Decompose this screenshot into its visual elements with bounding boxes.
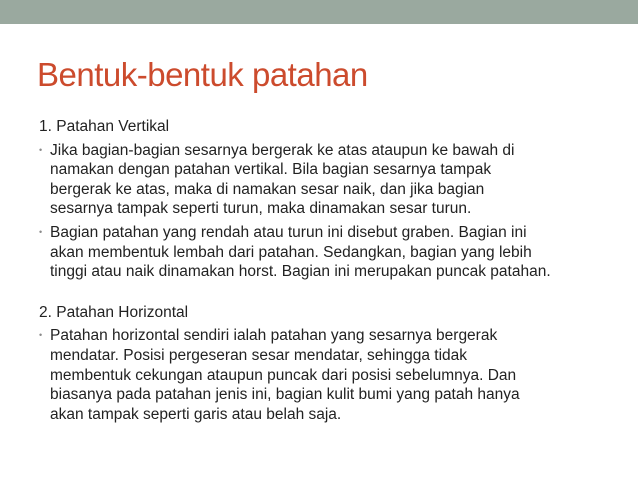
bullet-item: [39, 223, 609, 282]
slide-content: [39, 117, 609, 424]
section-patahan-vertikal: [39, 117, 609, 282]
bullet-icon: •: [39, 330, 43, 341]
bullet-line: Jika bagian-bagian sesarnya bergerak ke atas ataupun ke bawah di: [50, 141, 515, 159]
bullet-line: tinggi atau naik dinamakan horst. Bagian ini merupakan puncak patahan.: [50, 263, 551, 281]
bullet-item: [39, 141, 609, 219]
bullet-line: akan tampak seperti garis atau belah saja.: [50, 405, 342, 423]
bullet-icon: •: [39, 144, 43, 155]
top-accent-bar: [0, 0, 638, 24]
bullet-line: akan membentuk lembah dari patahan. Sedangkan, bagian yang lebih: [50, 243, 532, 261]
bullet-text: [50, 141, 609, 219]
bullet-line: sesarnya tampak seperti turun, maka dinamakan sesar turun.: [50, 200, 472, 218]
bullet-line: biasanya pada patahan jenis ini, bagian kulit bumi yang patah hanya: [50, 386, 520, 404]
slide-title: Bentuk-bentuk patahan: [37, 56, 368, 93]
bullet-icon: •: [39, 226, 43, 237]
bullet-line: namakan dengan patahan vertikal. Bila bagian sesarnya tampak: [50, 161, 492, 179]
section-heading: 1. Patahan Vertikal: [39, 118, 170, 135]
bullet-line: membentuk cekungan ataupun puncak dari posisi sebelumnya. Dan: [50, 366, 517, 384]
section-heading: 2. Patahan Horizontal: [39, 303, 189, 321]
bullet-line: Patahan horizontal sendiri ialah patahan yang sesarnya bergerak: [50, 327, 498, 345]
bullet-text: [50, 223, 609, 282]
bullet-line: mendatar. Posisi pergeseran sesar mendatar, sehingga tidak: [50, 346, 468, 364]
bullet-text: [50, 326, 609, 424]
bullet-line: Bagian patahan yang rendah atau turun ini disebut graben. Bagian ini: [50, 223, 527, 241]
bullet-line: bergerak ke atas, maka di namakan sesar naik, dan jika bagian: [50, 180, 485, 198]
section-spacer: [39, 282, 609, 303]
bullet-item: [39, 326, 609, 424]
section-patahan-horizontal: [39, 303, 609, 425]
